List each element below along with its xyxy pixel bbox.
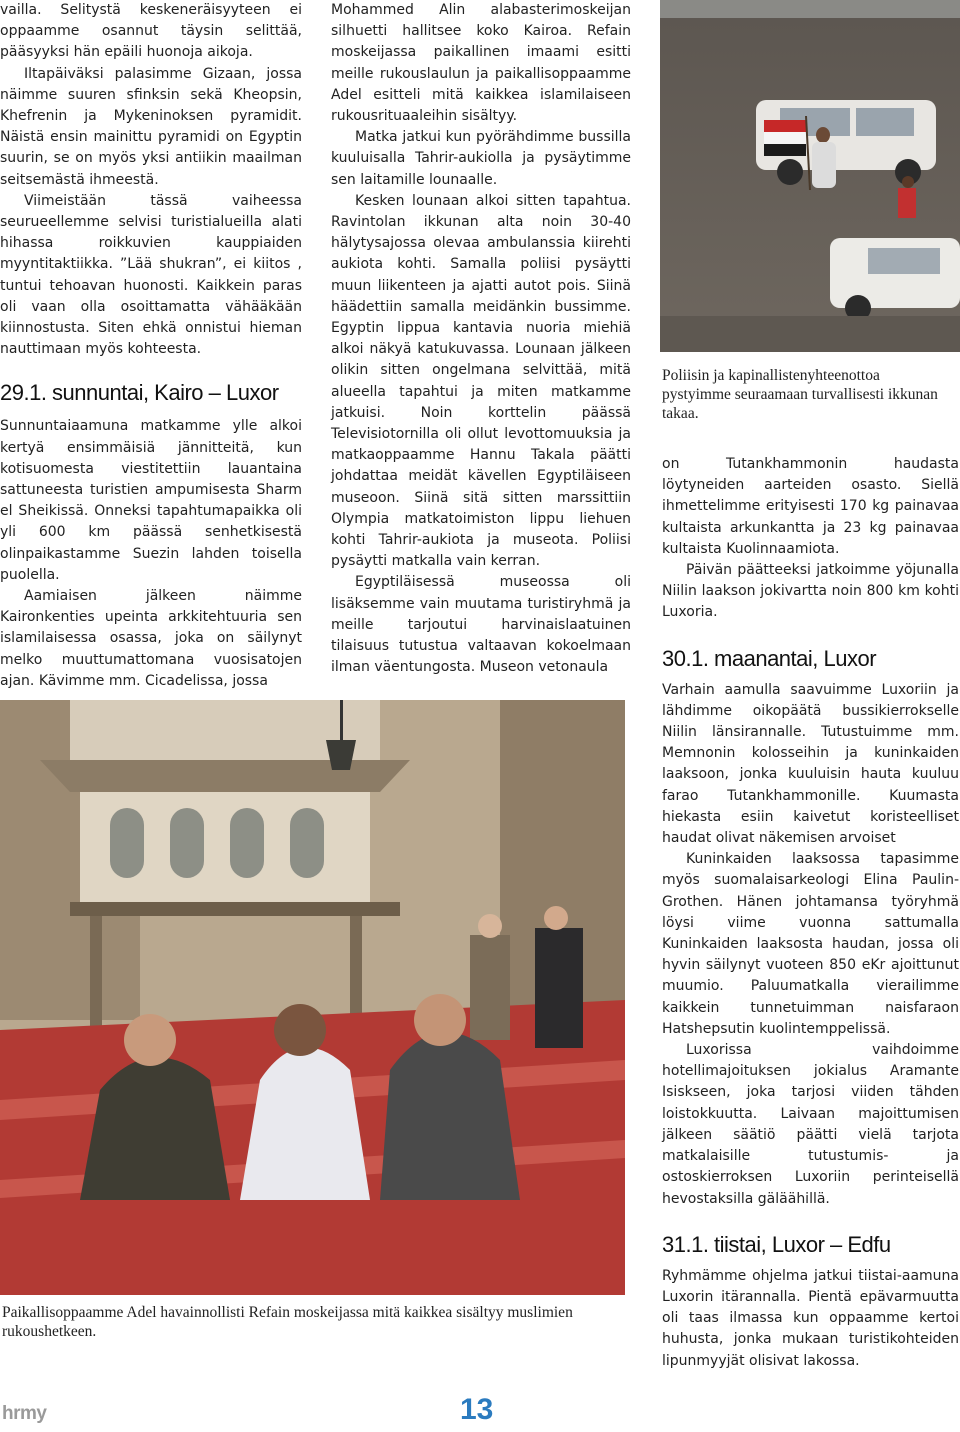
photo-caption-mosque: Paikallisoppaamme Adel havainnollisti Refain moskeijassa mitä kaikkea sisältyy muslimien rukoushetkeen. — [2, 1304, 573, 1340]
column-2 — [331, 0, 631, 679]
mosque-illustration — [0, 700, 625, 1295]
body-paragraph: Sunnuntaiaamuna matkamme ylle alkoi kertyä ensimmäisiä jännitteitä, kun kotisuomesta viestitettiin lauantaina sattuneesta turistien ampumisesta Sharm el Sheikissä. Onneksi tapahtumapaikka oli yli 600 km päässä senhetkisestä olinpaikastamme Suezin lahden toisella puolella. — [0, 418, 302, 583]
body-paragraph: Iltapäiväksi palasimme Gizaan, jossa näimme suuren sfinksin sekä Kheopsin, Khefrenin ja Mykeninoksen pyramidit. Näistä ensin mainittu pyramidi on Egyptin suurin, se on myös yksi antiikin maailman seitsemästä ihmeestä. — [0, 65, 302, 188]
body-paragraph: Mohammed Alin alabasterimoskeijan silhuetti hallitsee koko Kairoa. Refain moskeijassa paikallinen imaami esitti meille rukouslaulun ja paikallisoppaamme Adel esitteli mitä kaikkea islamilaiseen rukousrituaaleihin sisältyy. — [331, 2, 631, 125]
section-heading-sunday: 29.1. sunnuntai, Kairo – Luxor — [0, 380, 279, 406]
body-paragraph: Viimeistään tässä vaiheessa seurueellemme selvisi turistialueilla alati hihassa roikkuvien kauppiaiden myyntitaktiikka. ”Lää shukran”, ei kiitos , tuntui tehoavan huonosti. Kaikkein paras oli vaan olla osoittamatta vähääkään kiinnostusta. Siten ehkä onnistui hieman nauttimaan myös kohteesta. — [0, 192, 302, 358]
body-paragraph: on Tutankhammonin haudasta löytyneiden aarteiden osasto. Siellä ihmettelimme erityisesti 170 kg painavaa kultaista arkunkantta ja 23 kg painavaa kultaista Kuolinnaamiota. — [662, 456, 959, 557]
body-paragraph: Egyptiläisessä museossa oli lisäksemme vain muutama turistiryhmä ja meille tarjoutui harvinaislaatuinen tilaisuus tutustua valtaavan kokoelmaan ilman väentungosta. Museon vetonaula — [331, 574, 631, 676]
section-heading-monday: 30.1. maanantai, Luxor — [662, 645, 877, 671]
body-paragraph: Kuninkaiden laaksossa tapasimme myös suomalaisarkeologi Elina Paulin-Grothen. Hänen johtamansa työryhmä löysi viime vuonna sattumalla Kuninkaiden laaksosta haudan, jossa oli hyvin säilynyt vuoteen 850 eKr ajoittunut muumio. Paluumatkalla vierailimme kaikkein tunnetuimman naisfaraon Hatshepsutin kuolintemppelissä. — [662, 851, 959, 1037]
body-paragraph: Kesken lounaan alkoi sitten tapahtua. Ravintolan ikkunan alta noin 30-40 hälytysajossa olevaa ambulanssia kiirehti aukiota kohti. Samalla poliisi pysäytti muun liikenteen ja ajatti autot pois. Siinä häädettiin samalla meidänkin bussimme. Egyptin lippua kantavia nuoria miehiä alkoi näkyä katukuvassa. Lounaan jälkeen olikin sitten ongelmana selvittää, mitä alueella tapahtui ja miten matkamme jatkuisi. Noin korttelin päässä Televisiotornilla oli ollut levottomuuksia ja matkaoppaamme Hannu Takala päätti johdattaa meidät kävellen Egyptiläiseen museoon. Siinä sitä sitten marssittiin Olympia matkatoimiston lippu liehuen kohti Tahrir-aukiota ja museota. Poliisi pysäytti matkalla vain kerran. — [331, 192, 631, 570]
body-paragraph: Aamiaisen jälkeen näimme Kaironkenties upeinta arkkitehtuuria sen islamilaisessa osassa, joka on säilynyt melko muuttumattomana vuosisatojen ajan. Kävimme mm. Cicadelissa, jossa — [0, 588, 302, 689]
column-1 — [0, 0, 302, 692]
section-heading-tuesday: 31.1. tiistai, Luxor – Edfu — [662, 1231, 891, 1257]
magazine-logo: hrmy — [2, 1403, 47, 1424]
body-paragraph: Varhain aamulla saavuimme Luxoriin ja lähdimme oikopäätä bussikierrokselle Niilin länsirannalle. Tutustuimme mm. Memnonin kolosseihin ja kuninkaiden laaksoon, jonka kuuluisin hauta kuuluu farao Tutankhammonille. Kuumasta hiekasta esiin kaivetut koristeelliset haudat olivat näkemisen arvoiset — [662, 681, 959, 847]
column-3 — [662, 366, 959, 1372]
body-paragraph: Matka jatkui kun pyörähdimme bussilla kuuluisalla Tahrir-aukiolla ja pysäytimme sen laitamille lounaalle. — [331, 129, 631, 188]
body-paragraph: Ryhmämme ohjelma jatkui tiistai-aamuna Luxorin itärannalla. Pientä epävarmuutta oli taas ilmassa kun oppaamme kertoi huhusta, jonka mukaan turistikohteiden lipunmyyjät olisivat lakossa. — [662, 1267, 959, 1369]
body-paragraph: vailla. Selitystä keskeneräisyyteen ei oppaamme osannut täysin selittää, pääsyyksi hän epäili huonoja aikoja. — [0, 2, 302, 61]
page-number: 13 — [460, 1393, 494, 1426]
body-paragraph: Luxorissa vaihdoimme hotellimajoituksen jokialus Aramante Isiskseen, joka tarjosi viiden tähden loistokkuutta. Laivaan majoittumisen jälkeen säätiö päätti vielä tarjota matkalaisille tutustumis- ja ostoskierroksen Luxoriin perinteisellä hevostaksilla gäläähillä. — [662, 1042, 959, 1207]
street-protest-illustration — [660, 0, 960, 352]
mosque-group-photo — [0, 700, 625, 1295]
body-paragraph: Päivän päätteeksi jatkoimme yöjunalla Niilin laakson jokivartta noin 800 km kohti Luxoria. — [662, 562, 959, 621]
street-protest-photo — [660, 0, 960, 352]
photo-caption-protest: Poliisin ja kapinallistenyhteenottoa pystyimme seuraamaan turvallisesti ikkunan takaa. — [662, 367, 938, 422]
